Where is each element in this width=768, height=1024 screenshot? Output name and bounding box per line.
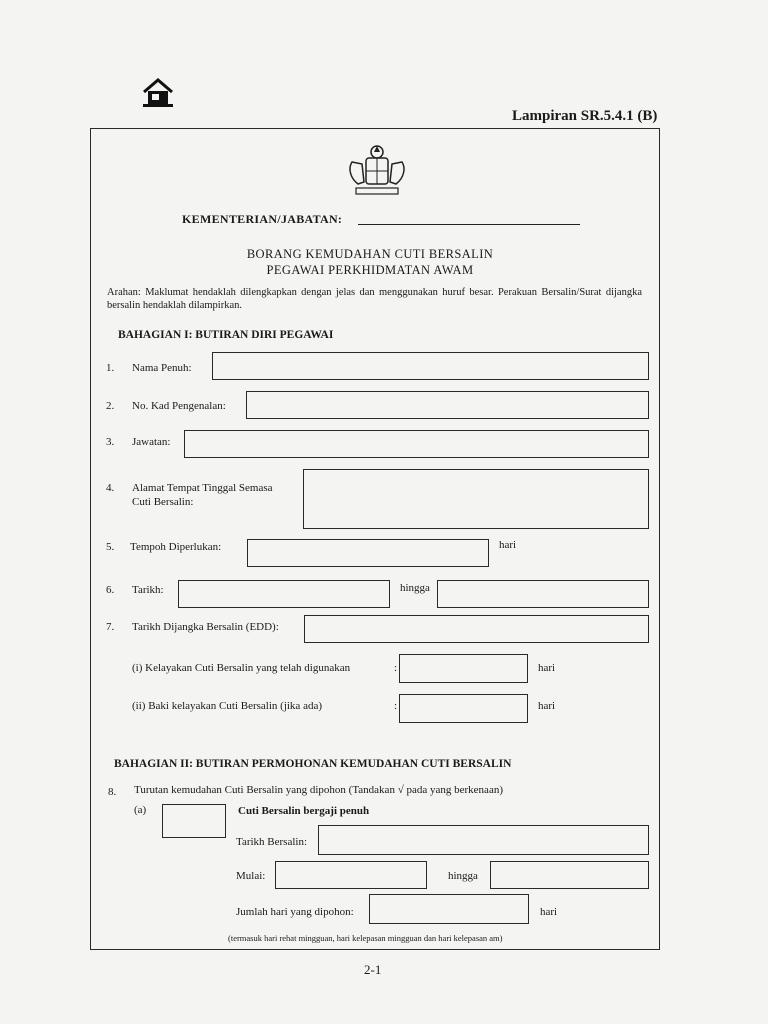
subfield1-label: (i) Kelayakan Cuti Bersalin yang telah digunakan [132, 662, 351, 674]
full-name-field[interactable] [212, 352, 649, 380]
field5-number: 5. [106, 541, 115, 553]
field6-number: 6. [106, 584, 115, 596]
form-title-line1: BORANG KEMUDAHAN CUTI BERSALIN [246, 247, 494, 261]
duration-field[interactable] [247, 539, 489, 567]
field3-label: Jawatan: [132, 436, 171, 448]
field1-label: Nama Penuh: [132, 362, 192, 374]
option-a-checkbox[interactable] [162, 804, 226, 838]
subfield2-label: (ii) Baki kelayakan Cuti Bersalin (jika ada) [132, 700, 322, 712]
section1-title: BAHAGIAN I: BUTIRAN DIRI PEGAWAI [118, 329, 334, 341]
position-field[interactable] [184, 430, 649, 458]
field4-label: Alamat Tempat Tinggal Semasa [132, 482, 273, 494]
option-a-title: Cuti Bersalin bergaji penuh [238, 805, 370, 817]
days-requested-field[interactable] [369, 894, 529, 924]
field2-label: No. Kad Pengenalan: [132, 400, 226, 412]
ic-number-field[interactable] [246, 391, 649, 419]
instruction-label: Arahan: [107, 287, 141, 298]
instructions [107, 286, 642, 312]
field7-number: 7. [106, 621, 115, 633]
page-number: 2-1 [364, 962, 382, 977]
until-label: hingga [448, 870, 478, 882]
ministry-label: KEMENTERIAN/JABATAN: [182, 212, 343, 226]
q8-number: 8. [108, 786, 117, 798]
field6-label: Tarikh: [132, 584, 164, 596]
field7-label: Tarikh Dijangka Bersalin (EDD): [132, 621, 279, 633]
ministry-input-line[interactable] [358, 224, 580, 225]
field4-label-line2: Cuti Bersalin: [132, 496, 194, 508]
end-date-field[interactable] [490, 861, 649, 889]
field2-number: 2. [106, 400, 115, 412]
start-date-field[interactable] [275, 861, 427, 889]
section2-title: BAHAGIAN II: BUTIRAN PERMOHONAN KEMUDAHAN CUTI BERSALIN [114, 758, 512, 770]
birth-date-field[interactable] [318, 825, 649, 855]
subfield1-colon: : [394, 662, 398, 674]
leave-balance-field[interactable] [399, 694, 528, 723]
home-icon [140, 76, 176, 108]
days-suffix: hari [540, 906, 558, 918]
field6-between: hingga [400, 582, 430, 594]
footnote: (termasuk hari rehat mingguan, hari kelepasan mingguan dan hari kelepasan am) [228, 933, 503, 943]
address-field[interactable] [303, 469, 649, 529]
days-requested-label: Jumlah hari yang dipohon: [236, 906, 354, 918]
form-title-line2: PEGAWAI PERKHIDMATAN AWAM [266, 263, 474, 277]
leave-used-field[interactable] [399, 654, 528, 683]
field3-number: 3. [106, 436, 115, 448]
field1-number: 1. [106, 362, 115, 374]
form-title [150, 246, 590, 278]
field5-label: Tempoh Diperlukan: [130, 541, 222, 553]
birth-date-label: Tarikh Bersalin: [236, 836, 308, 848]
subfield1-suffix: hari [538, 662, 556, 674]
option-a-label: (a) [134, 804, 147, 816]
subfield2-suffix: hari [538, 700, 556, 712]
date-from-field[interactable] [178, 580, 390, 608]
start-label: Mulai: [236, 870, 266, 882]
subfield2-colon: : [394, 700, 398, 712]
field4-number: 4. [106, 482, 115, 494]
instruction-text: Maklumat hendaklah dilengkapkan dengan jelas dan menggunakan huruf besar. Perakuan Bersalin/Surat dijangka bersalin hendaklah dilampirkan. [107, 287, 643, 311]
edd-field[interactable] [304, 615, 649, 643]
q8-text: Turutan kemudahan Cuti Bersalin yang dipohon (Tandakan √ pada yang berkenaan) [134, 784, 503, 796]
annex-reference: Lampiran SR.5.4.1 (B) [512, 108, 658, 124]
coat-of-arms-icon [344, 142, 410, 198]
field5-suffix: hari [499, 539, 517, 551]
date-to-field[interactable] [437, 580, 649, 608]
